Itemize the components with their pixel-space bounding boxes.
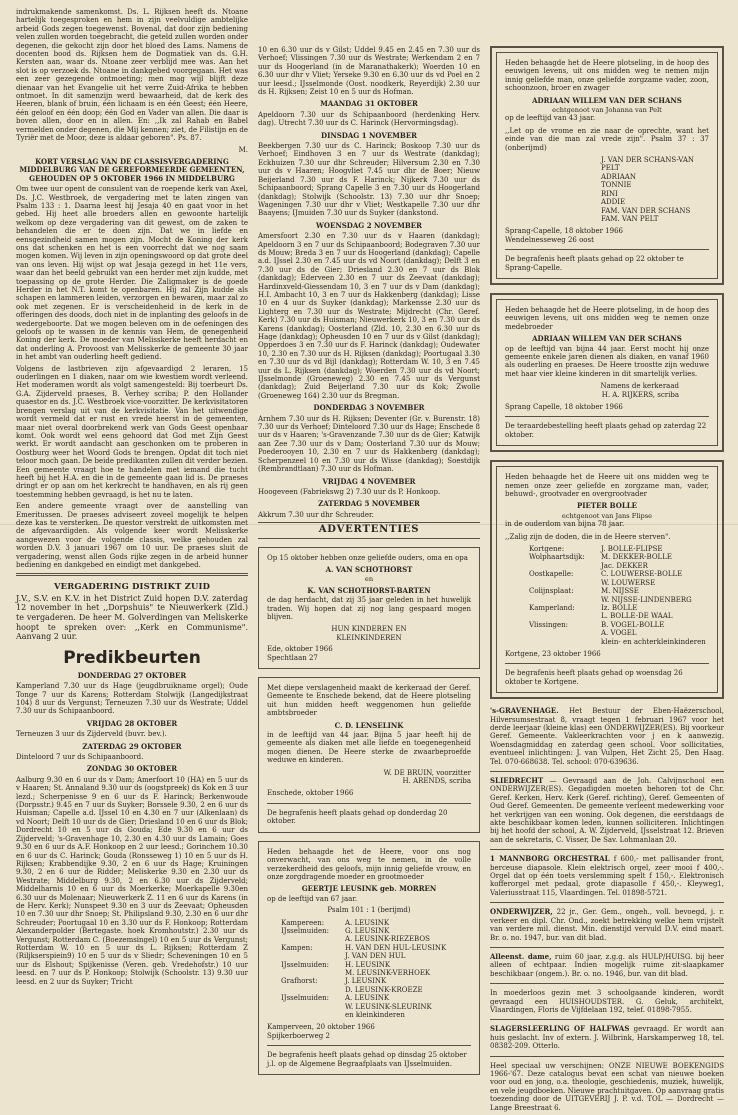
ad-name: ADRIAAN WILLEM VAN DER SCHANS [532, 334, 682, 344]
obituary-van-der-schans-family [490, 46, 724, 285]
ad-age: op de leeftijd van 43 jaar. [505, 114, 596, 123]
family-row: Kampen: H. VAN DEN HUL-LEUSINK [281, 943, 447, 952]
family-list [529, 545, 709, 646]
ad-place: Enschede, oktober 1966 [267, 789, 354, 798]
day-heading: VRIJDAG 28 OKTOBER [86, 718, 178, 728]
district-heading: VERGADERING DISTRIKT ZUID [53, 581, 211, 592]
ad-age: in de ouderdom van bijna 78 jaar. [505, 520, 625, 529]
ad-lead: Heden behaagde het de Heere plotseling, in de hoop des eeuwigen levens, uit ons midden weg te nemen onze medebroeder [505, 305, 709, 331]
sermon-entry: Dinteloord 7 uur ds Schipaanboord. [16, 753, 144, 762]
ad-place: Kortgene, 23 oktober 1966 [505, 649, 601, 658]
family-name: J. VAN DER SCHANS-VAN PELT [601, 156, 695, 173]
sermon-entry: Akkrum 7.30 uur dhr Schreuder. [258, 510, 374, 519]
classified-ad: 1 MANNBORG ORCHESTRAL f 600,- met pallisander front, berceuse diapasole. Klein elektrisch orgel, zeer mooi f 400,-. Orgel dat op één toets verslemming spelt f 150,-. Elektronisch kofferorgel met pedaal, grote diapasolle f 450,-. Kleyweg1, Valeriusstraat 115, Vlaardingen. Tel. 01898-5721. [490, 854, 724, 897]
divider [490, 1056, 724, 1057]
day-heading: MAANDAG 31 OKTOBER [320, 99, 418, 109]
ad-spouse: echtgenoot van Jans Flipse [561, 511, 653, 520]
ad-text: op de leeftijd van bijna 44 jaar. Eerst mocht hij onze gemeente enkele jaren dienen als diaken, en vanaf 1960 als ouderling en praeses. De Heere troostte zijn weduwe met haar vier kleine kinderen in dit smartelijk verlies. [505, 344, 709, 378]
family-name: FAM. VAN DER SCHANS [601, 206, 691, 215]
sermon-entry: Amersfoort 2.30 en 7.30 uur ds v Haaren (dankdag); Apeldoorn 3 en 7 uur ds Schipaanboord; Bodegraven 7.30 uur ds Mouw; Breda 3 en 7 uur ds Hoogerland (dankdag); Capelle a.d. IJssel 2.30 en 7.45 uur ds vd Noort (dankdag); Delft 3 en 7.30 uur ds de Gier; Driesland 2.30 en 7 uur ds Blok (dankdag); Ederveen 2.30 en 7 uur ds Zeevaat (dankdag); Hardinxveld-Giessendam 10, 3 en 7 uur ds v Dam (dankdag); H.I. Ambacht 10, 3 en 7 uur ds Hakkenberg (dankdag); Lisse 10 en 4 uur ds Suyker (dankdag); Markensse 2.30 uur ds Lighterg en 7.30 uur ds Westrate; Mijdrecht (Chr. Geref. Kerk) 7.30 uur ds Huisman; Nieuwerkerk 10, 3 en 7.30 uur ds Karens (dankdag); Oosterland (Zld. 10, 2.30 en 6.30 uur ds Hage (dankdag); Opheusden 10 en 7 uur ds v Gilst (dankdag); Opperdoes 3 en 7.30 uur ds F. Harinck (dankdag); Oudewater 10, 2.30 en 7.30 uur ds H. Rijksen (dankdag); Poortugaal 3.30 en 7.30 uur ds vd Bijl (dankdag); Rotterdam W. 10, 3 en 7.45 uur ds L. Rijksen (dankdag); Woerden 7.30 uur ds vd Noort; IJsselmonde (Groeneweg) 2.30 en 7.45 uur ds Vergunst (dankdag); Zuid Beijerland 7.30 uur ds Kok; Zwolle (Groeneweg 164) 2.30 uur ds Bregman. [258, 232, 480, 400]
ad-name: A. VAN SCHOTHORST [325, 564, 413, 574]
intro-paragraph: indrukmakende samenkomst. Ds. L. Rijksen heeft ds. Ntoane hartelijk toegesproken en hem in zijn veelvuldige ambtelijke arbeid Gods zegen toegewenst. Bovenal, dat door zijn bediening velen zullen worden toegebracht, die geteld zullen worden onder degenen, die gekocht zijn door het bloed des Lams. Namens de docenten bood ds. Rijksen hem de Dogmatiek van ds. G.H. Kersten aan, waar ds. Ntoane zeer verblijd mee was. Aan het slot is op verzoek ds. Ntoane in dankgebed voorgegaan. Het was een zeer gezegende ontmoeting; men mag wijl blijft deze dienaar van het Evangelie uit het verre Zuid-Afrika te hebben ontmoet. In dit samenzijn werd bewaarheid, dat de kerk des Heeren, blank of bruin, één lichaam is en één Geest; één Heere, één geloof en één doop; één God en Vader van allen. Die daar is boven allen, door en in allen. En: ,,Ik zal Rahab en Babel vermelden onder degenen, die Mij kennen; ziet, de Filistijn en de Tyriër met de Moor, deze is aldaar geboren". Ps. 87. [16, 8, 248, 143]
family-name: ADDIE [601, 198, 626, 207]
family-row: IJsselmuiden: G. LEUSINK [281, 926, 390, 935]
family-row: A. LEUSINK-RIEZEBOS [345, 935, 430, 944]
classified-ad: Heel speciaal uw verschijnen: ONZE NIEUWE BOEKENGIDS 1966-'67. Deze catalogus bevat een schat van nieuwe boeken voor oud en jong, o.a. theologie, geschiedenis, muziek, huwelijk, en vele jeugdboeken. Nieuwe prachtuitgaven. Op aanvraag gratis toezending door de UITGEVERIJ J. P. v.d. TOL — Dordrecht — Lange Breestraat 6. [490, 1061, 724, 1112]
report-heading: KORT VERSLAG VAN DE CLASSISVERGADERING MIDDELBURG VAN DE GEREFORMEERDE GEMEENTEN, GEHOUDEN OP 5 OKTOBER 1966 IN MIDDELBURG [19, 156, 245, 183]
family-names [601, 156, 709, 223]
classified-ad: Alleenst. dame, ruim 60 jaar, z.g.g. als HULP/HUISG. bij heer alleen of echtpaar. Indien mogelijk ruime zit-slaapkamer beschikbaar (ongem.). Br. o. no. 1946, bur. van dit blad. [490, 951, 724, 978]
classified-ad: ONDERWIJZER, 22 jr., Ger. Gem., ongeh., voll. bevoegd, j. r. verkeer en dipl. Chr. Ond., zoekt betrekking welke hem vrijstelt van verdere mil. dienst. Min. dienstijd vervuld D.V. eind maart. Br. o. no. 1947, bur. van dit blad. [490, 907, 725, 942]
divider [490, 849, 724, 850]
sermon-entry: Beekbergen 7.30 uur ds C. Harinck; Boskoop 7.30 uur ds Verhoef; Eindhoven 3 en 7 uur ds Westrate (dankdag); Eckhuizen 7.30 uur dhr Schreuder; Hilversum 2.30 en 7.30 uur ds v Haaren; Hoogvliet 7.45 uur dhr de Boer; Nieuw Beijerland 7.30 uur ds F. Harinck; Nijkerk 7.30 uur ds Schipaanboord; Sprang Capelle 3 en 7.30 uur ds Hoogerland (dankdag); Stolwijk (Schoolstr. 13) 7.30 uur dhr Snoep; Wageningen 7.30 uur dhr v Vliet; Westkapelle 7.30 uur dhr Baayens; IJmuiden 7.30 uur ds Suyker (dankstond. [258, 142, 480, 218]
report-paragraph: Volgens de lastbrieven zijn afgevaardigd 2 leraren, 15 ouderlingen en 1 diaken, naar om wie kwestiem wordt verleend. Het moderamen wordt als volgt samengesteld: Bij toerbeurt Ds. G.A. Zijderveld praeses, B. Verhey scriba; P. den Hollander quaestor en ds. J.C. Westbroek vice-voorzitter. De kerkvisitatoren brengen verslag uit van de kerkvisitatie. Van het uitwendige wordt vermeld dat er rust en vrede heerst in de gemeenten, maar niet overal doorbrekend werk van Gods Geest openbaar komt. Ook wordt wel eens gehoord dat God met Zijn Geest werkt. Er wordt aandacht aan geschonken om te proberen in Oostburg weer het Woord Gods te brengen. Opdat dit toch niet teloor moch gaan. De beide predikanten zullen dit verder bezien. Een gemeente vraagt hoe te handelen met iemand die tucht heeft bij het H.A. en die in de gemeente gaan lid is. De praeses dringt er op aan om het kerkrecht te handhaven, en als rij geen toestemming hebben gevraagd, is het nu te laten. [16, 364, 248, 499]
family-row: Kortgene: J. BOLLE-FLIPSE [529, 545, 663, 554]
obituary-bolle [490, 460, 724, 699]
family-row: Wolphaartsdijk: M. DEKKER-BOLLE [529, 553, 672, 562]
divider [490, 902, 724, 903]
divider [267, 803, 471, 804]
family-row: IJsselmuiden: H. LEUSINK [281, 960, 391, 969]
family-row: J. VAN DEN HUL [345, 952, 406, 961]
classifieds [490, 707, 724, 1112]
ad-name: K. VAN SCHOTHORST-BARTEN [307, 585, 431, 595]
ad-signatory: W. DE BRUIN, voorzitter [383, 768, 471, 777]
classified-ad: SLAGERSLEERLING OF HALFWAS gevraagd. Er wordt aan huis geslacht. Inv of extern. J. Wilbrink, Harskamperweg 18, tel. 08382-209. Otterlo. [490, 1024, 725, 1051]
day-heading: ZATERDAG 29 OKTOBER [82, 741, 182, 751]
classified-ad: 's-GRAVENHAGE. Het Bestuur der Eben-Haëzerschool, Hilversumsestraat 8, vraagt tegen 1 februari 1967 voor het derde leerjaar (kleine klas) een ONDERWIJZER(ES). Bij voorkeur Geref. Gemeente. Vakleerkrachten voor j en k aanwezig. Woensdagmiddag en zaterdag geen school. Voor sollicitaties, eventueel inlichtingen: J. van Vulpen, Het Zicht 25, Den Haag. Tel. 070-668638. Tel. school: 070-639636. [490, 706, 724, 766]
divider [16, 573, 248, 576]
family-row: A. VOGEL [601, 629, 637, 638]
family-row: Kampereen: A. LEUSINK [281, 918, 390, 927]
ad-name: PIETER BOLLE [577, 501, 637, 511]
obituary-lenselink [258, 677, 480, 833]
column-left [16, 8, 248, 989]
ad-family: HUN KINDEREN EN KLEINKINDEREN [331, 625, 407, 642]
family-name: TONNIE [601, 181, 632, 190]
family-row: Vlissingen: B. VOGEL-BOLLE [529, 620, 665, 629]
divider [490, 1019, 724, 1020]
ad-lead: Met diepe verslagenheid maakt de kerkeraad der Geref. Gemeente te Enschede bekend, dat de Heere plotseling uit hun midden heeft weggenomen hun geliefde ambtsbroeder [267, 684, 471, 718]
family-row: M. LEUSINK-VERHOEK [345, 968, 431, 977]
divider [490, 947, 724, 948]
ad-place: Sprang Capelle, 18 oktober 1966 [505, 403, 623, 411]
family-row: en kleinkinderen [345, 1011, 405, 1019]
ad-name: C. D. LENSELINK [334, 720, 404, 730]
ad-lead: Heden behaagde het de Heere uit ons midden weg te nemen onze zeer geliefde en zorgzame man, vader, behuwd-, grootvader en overgrootvader [505, 473, 709, 499]
day-heading: DINSDAG 1 NOVEMBER [321, 130, 417, 140]
ad-burial: De begrafenis heeft plaats gehad op dinsdag 25 oktober j.l. op de Algemene Begraafplaats van IJsselmuiden. [267, 1051, 467, 1068]
district-text: J.V., S.V. en K.V. in het District Zuid hopen D.V. zaterdag 12 november in het ,,Dorpshuis" te Nieuwerkerk (Zld.) te vergaderen. De heer M. Golverdingen van Meliskerke hoopt te spreken over: ,,Kerk en Communisme". Aanvang 2 uur. [16, 593, 248, 642]
day-heading: ZONDAG 30 OKTOBER [86, 764, 178, 774]
sermon-entry: Apeldoorn 7.30 uur ds Schipaanboord (herdenking Herv. dag). Utrecht 7.30 uur ds C. Harinck (Hervormingsdag). [258, 110, 480, 128]
ad-place: Ede, oktober 1966 [267, 645, 333, 654]
ad-name: ADRIAAN WILLEM VAN DER SCHANS [532, 95, 682, 105]
ad-burial: De begrafenis heeft plaats gehad op 22 oktober te Sprang-Capelle. [505, 255, 684, 272]
day-heading: DONDERDAG 3 NOVEMBER [313, 403, 425, 413]
divider [505, 416, 709, 417]
family-name: RINI [601, 189, 618, 198]
intro-signature: M. [238, 145, 248, 154]
ad-age: op de leeftijd van 67 jaar. [267, 894, 358, 903]
family-row: Colijnsplaat: M. NIJSSE [529, 587, 639, 596]
ad-conjunction: en [364, 575, 374, 584]
family-list [281, 919, 471, 1020]
family-row: IJsselmuiden: A. LEUSINK [281, 994, 390, 1003]
family-row: W. LEUSINK-SLEURINK [345, 1002, 432, 1011]
divider [490, 771, 724, 772]
day-heading: ZATERDAG 5 NOVEMBER [318, 499, 420, 509]
column-right [490, 46, 724, 1115]
column-middle [258, 46, 480, 1083]
sermon-entry: Terneuzen 3 uur ds Zijderveld (buvr. bev.). [16, 730, 167, 739]
divider [267, 1045, 471, 1046]
ad-address: Spechtlaan 27 [267, 653, 318, 662]
family-name: ADRIAAN [601, 172, 636, 181]
anniversary-ad [258, 547, 480, 669]
day-heading: VRIJDAG 4 NOVEMBER [322, 476, 416, 486]
obituary-van-der-schans-church [490, 293, 724, 452]
predikbeurten-title: Predikbeurten [63, 647, 201, 668]
ad-signatory: H. A. RIJKERS, scriba [601, 390, 679, 399]
family-row: W. LOUWERSE [601, 578, 656, 587]
ad-signatory: H. ARENDS, scriba [402, 777, 471, 786]
family-row: Jac. DEKKER [601, 561, 648, 570]
ad-address: Wendelnesseweg 26 oost [505, 235, 594, 244]
divider [490, 983, 724, 984]
report-paragraph: Een andere gemeente vraagt over de aanstelling van Emeritussen. De praeses adviseert zoveel mogelijk te helpen deze kas te versterken. De questor verstrekt de uitkomsten met de afgevaardigden. Als volgende keer wordt Melisskerke aangewezen voor de volgende classis, welke gehouden zal worden D.V. 3 januari 1967 om 10 uur. De praeses sluit de vergadering, wenst allen Gods rijke zegen in de arbeid hunner bediening en dankgebed en eindigt met dankgebed. [16, 502, 248, 569]
ad-psalm: Psalm 101 : 1 (berijmd) [327, 906, 411, 915]
family-row: Grafhorst: J. LEUSINK [281, 977, 387, 986]
ad-text: ,,Let op de vrome en zie naar de oprechte, want het einde van die man zal vrede zijn". Psalm 37 : 37 (onberijmd) [505, 126, 709, 152]
family-row: klein- en achterkleinkinderen [601, 637, 706, 646]
family-name: FAM. VAN PELT [601, 214, 659, 223]
classified-ad: SLIEDRECHT — Gevraagd aan de Joh. Calvijnschool een ONDERWIJZER(ES). Gegadigden moeten behoren tot de Chr. Geref. Kerken, Herv. Kerk (Geref. richting), Geref. Gemeenten of Oud Geref. Gemeenten. De gemeente verleent medewerking voor het verkrijgen van een woning. Ook degenen, die eerstdaags de akte beschikbaar komen leden, kunnen solliciteren. Inlichtingen bij het hoofd der school, A. W. Zijderveld, IJsselstraat 12. Brieven aan de sekretaris, C. Visser, De Sav. Lohmanlaan 20. [490, 776, 724, 844]
report-paragraph: Om twee uur opent de consulent van de roepende kerk van Axel, Ds. J.C. Westbroek, de vergadering met te laten zingen van Psalm 133 : 1. Daarna leest hij Jesaja 40 en gaat voor in het gebed. Hij heet alle broeders allen en gewoonte hartelijk welkom op deze vergadering van dit gewest, om de zaken te behandelen die er te doen zijn. Dat we in liefde en eensgezindheid samen mogen zijn. Mocht de Koning der kerk ons dat schenken en het is een voorrecht dat we nog saam mogen komen. Wij leven in zijn openingswoord op dat grote deel van ons leven. Hij wijst op wat Jesaja gezegd in het 11e vers, waar dan het beeld gebruikt van een herder met zijn kudde, met toepassing op de grote Herder. Die Zaligmaker is de goede Herder in het N.T. komt te openbaren. Hij zal Zijn kudde als schapen en lammeren leiden, verzorgen en bewaren, maar zal zo ook met zegenen. Er is verscheidenheid in de kerk in de offeringen des doods, doch niet in de inplanting des geloofs in de wedergeboorte. Dat we mogen beleven om in de oefeningen des geloofs op te wassen in de kennis van Hem, de genegenheid Koning der kerk. De moeder van Melisskerke heeft herdacht en dat onderling A. Provoost van Melisskerke de gemeente 30 jaar in het ambt van ouderling heeft gediend. [16, 185, 248, 362]
advertenties-heading: ADVERTENTIES [258, 522, 480, 538]
divider [505, 249, 709, 250]
ad-place: Kamperveen, 20 oktober 1966 [267, 1023, 375, 1032]
ad-text: de dag herdacht, dat zij 35 jaar geleden in het huwelijk traden. Wij hopen dat zij nog lang gespaard mogen blijven. [267, 596, 471, 621]
ad-text: in de leeftijd van 44 jaar. Bijna 5 jaar heeft hij de gemeente als diaken met alle liefde en toegenegenheid mogen dienen. De Heere sterke de zwaarbeproefde weduwe en kinderen. [267, 731, 471, 765]
sermon-entry: Hoogeveen (Fabriekswg 2) 7.30 uur ds P. Honkoop. [258, 487, 441, 496]
sermon-entry: 10 en 6.30 uur ds v Gilst; Uddel 9.45 en 2.45 en 7.30 uur ds Verhoef; Vlissingen 7.30 uur ds Westrate; Werkendam 2 en 7 uur ds Hoogerland (in de Maranathakerk); Woerden 10 en 6.30 uur dhr v Vliet; Yerseke 9.30 en 6.30 uur ds vd Poel en 2 uur leesd.; IJsselmonde (Oost. noodkerk, Reyerdijk) 2.30 uur ds H. Rijksen; Zeist 10 en 5 uur ds Hofman. [258, 46, 480, 97]
sermon-entry: Kamperland 7.30 uur ds Hage (jeugdbruikname orgel); Oude Tonge 7 uur ds Karens; Rotterdam Stolwijk (Langedijkstraat 104) 8 uur ds Vergunst; Terneuzen 7.30 uur ds Westrate; Uddel 7.30 uur ds Schipaanboord. [16, 682, 248, 716]
sermon-entry: Aalburg 9.30 en 6 uur ds v Dam; Amerfoort 10 (HA) en 5 uur ds v Haaren; St. Annaland 9.30 uur ds (oogstpreek) ds Kok en 3 uur lezd.; Scherpenisse 9 en 6 uur ds F. Harinck; Berkenwoude (Dorpsstr.) 9.45 en 7 uur ds Suyker; Borssele 9.30, 2 en 6 uur ds Huisman; Capelle a.d. IJssel 10 en 4.30 en 7 uur (Alkenlaan) ds vd Noort; Delft 10 uur ds de Gier; Driesland 10 en 6 uur ds Blok; Dordrecht 10 en 5 uur ds Gouda; Ede 9.30 en 6 uur ds Zijderveld; 's-Gravenhage 10, 2.30 en 4.30 uur ds Lamain; Goes 9.30 en 6 uur ds A.F. Honkoop en 2 uur leesd.; Gorinchem 10.30 en 6 uur ds C. Harinck; Gouda (Ronsseweg 1) 10 en 5 uur ds H. Rijksen; Krabbendijke 9.30, 2 en 6 uur ds Hage; Kruiningen 9.30, 2 en 6 uur de Ridder; Meliskerke 9.30 en 2.30 uur ds Westrate; Middelburg 9.30, 2 en 6.30 uur ds Zijderveld; Middelharnis 10 en 6 uur ds Moerkerke; Moerkapelle 9.30en 6.30 uur ds Molenaar; Nieuwerkerk Z. 11 en 6 uur ds Karens (in de Herv. Kerk); Nunspeet 9.30 en 3 uur ds Zeevaat; Opheusden 10 en 7.30 uur dhr Snoep; St. Philipsland 9.30, 2.30 en 6 uur dhr Schreuder; Poortugaal 10 en 3.30 uur ds F. Honkoop; Rotterdam Alexanderpolder (Bertegaste. hoek Kromhoutstr.) 2.30 uur ds Vergunst; Rotterdam C. (Boezemsingel) 10 en 5 uur ds Vergunst; Rotterdam W. 10 en 5 uur ds L. Rijksen; Rotterdam Z (Riljkserspiein9) 10 en 5 uur ds v Sliedr; Scheveningen 10 en 5 uur ds Elshout; Spijkenisse (Veren. geb. Vredehofstr.) 10 uur leesd. en 7 uur ds P. Honkoop; Stolwijk (Schoolstr. 13) 9.30 uur leesd. en 2 uur ds Suyker; Tricht [16, 775, 248, 986]
day-heading: DONDERDAG 27 OKTOBER [77, 670, 187, 680]
ad-lead: Heden behaagde het de Heere, voor ons nog onverwacht, van ons weg te nemen, in de volle verzekerdheid des geloofs, mijn innig geliefde vrouw, en onze zorgdragende moeder en grootmoeder [267, 847, 471, 881]
classified-ad: In moederloos gezin met 3 schoolgaande kinderen, wordt gevraagd een HUISHOUDSTER. G. Geluk, architekt, Vlaardingen, Floris de Vijfdelaan 192, telef. 01898-7955. [490, 989, 724, 1014]
ad-lead: Op 15 oktober hebben onze geliefde ouders, oma en opa [267, 553, 468, 562]
family-row: W. NIJSSE-LINDENBERG [601, 595, 692, 604]
divider [505, 663, 709, 664]
day-heading: WOENSDAG 2 NOVEMBER [316, 220, 422, 230]
ad-address: Spijkerboerweg 2 [267, 1031, 330, 1040]
ad-burial: De begrafenis heeft plaats gehad op woensdag 26 oktober te Kortgene. [505, 669, 683, 686]
sermon-entry: Arnhem 7.30 uur ds H. Rijksen; Deventer (Gr. v. Burenstr. 18) 7.30 uur ds Verhoef; Dinteloord 7.30 uur ds Hage; Enschede 8 uur ds v Haaren; 's-Gravenzande 7.30 uur ds de Gier; Katwijk aan Zee 7.30 uur ds v Dam; Oosterland 7.30 uur ds Mouw; Poederooyen 10, 2.30 en 7 uur ds Hakkenberg (dankdag); Scherpenzeel 10 en 7.30 uur ds Wisse (dankdag); Soestdijk (Rembrandtlaan) 7.30 uur ds Hofman. [258, 414, 480, 474]
ad-spouse: echtgenoot van Johanna van Pelt [552, 106, 662, 115]
family-row: L. BOLLE-DE WAAL [601, 612, 673, 621]
ad-name: GEERTJE LEUSINK geb. MORREN [301, 884, 437, 894]
family-row: Oostkapelle: C. LOUWERSE-BOLLE [529, 570, 683, 579]
obituary-leusink [258, 841, 480, 1075]
ad-place: Sprang-Capelle, 18 oktober 1966 [505, 227, 623, 236]
family-row: Kamperland: Iz. BOLLE [529, 603, 638, 612]
ad-burial: De teraardebestelling heeft plaats gehad op zaterdag 22 oktober. [505, 422, 707, 439]
ad-quote: ,,Zalig zijn de doden, die in de Heere sterven". [505, 532, 671, 541]
ad-lead: Heden behaagde het de Heere plotseling, in de hoop des eeuwigen levens, uit ons midden weg te nemen mijn innig geliefde man, onze geliefde zorgzame vader, zoon, schoonzoon, broer en zwager [505, 59, 709, 93]
ad-burial: De begrafenis heeft plaats gehad op donderdag 20 oktober. [267, 808, 448, 826]
family-row: D. LEUSINK-KROEZE [345, 985, 423, 994]
ad-signatory: Namens de kerkeraad [600, 382, 679, 391]
